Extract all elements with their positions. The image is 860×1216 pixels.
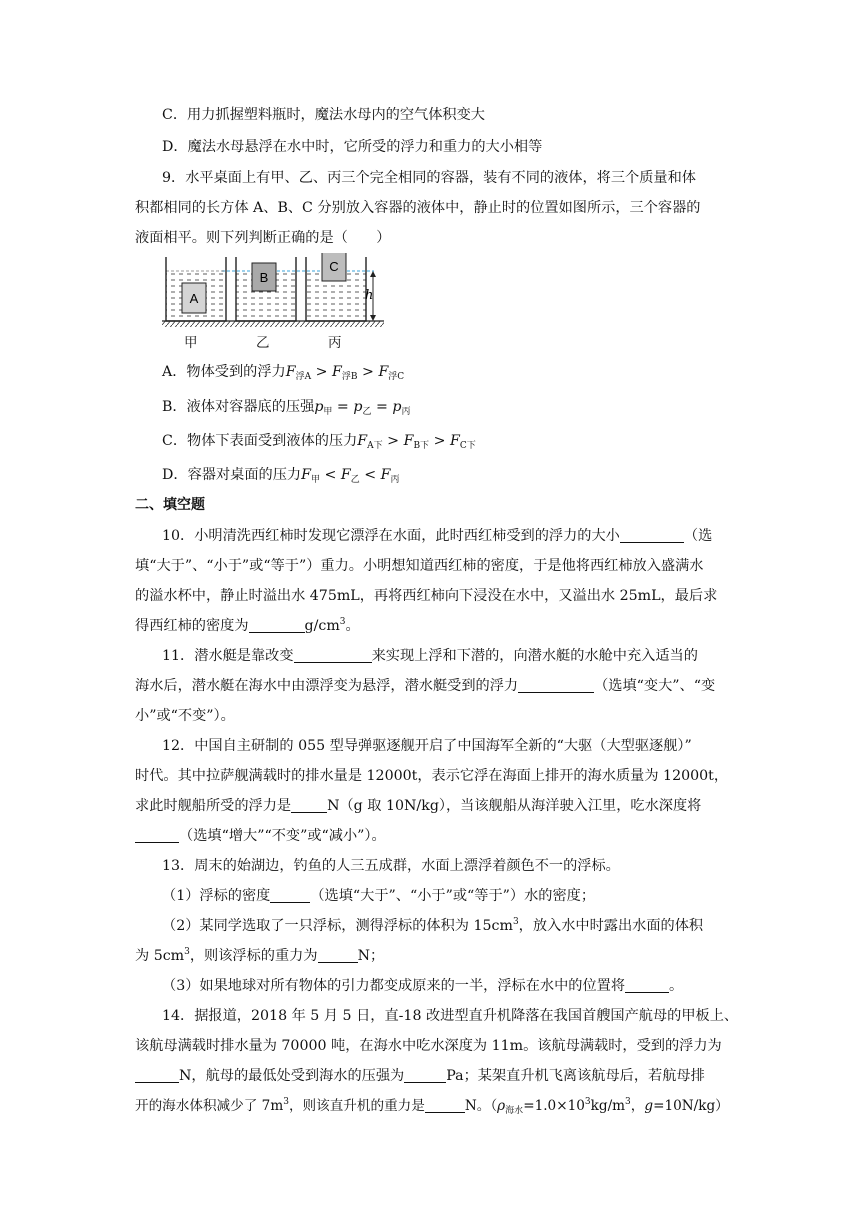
q12-line2: 时代。其中拉萨舰满载时的排水量是 12000t，表示它浮在海面上排开的海水质量为 12000t， <box>135 768 729 784</box>
container-label-bing: 丙 <box>328 335 342 351</box>
q14-line4: 开的海水体积减少了 $7m^3$，则该直升机的重力是 N。（$\rho_{海水}=1.0\times 10^3kg/m^3$，g=10N/kg） <box>135 1097 729 1116</box>
q8-option-d: D．魔法水母悬浮在水中时，它所受的浮力和重力的大小相等 <box>162 139 543 155</box>
q10-line4: 得西红柿的密度为 $g/cm^3$。 <box>135 617 360 634</box>
q11-blank-1[interactable] <box>294 647 372 663</box>
q14-line3: N，航母的最低处受到海水的压强为 Pa；某架直升机飞离该航母后，若航母排 <box>135 1066 705 1086</box>
container-label-yi: 乙 <box>256 335 270 351</box>
q9-option-c: C．物体下表面受到液体的压力$F_{A下} > F_{B下} > F_{C下}$ <box>162 433 476 451</box>
q11-blank-2[interactable] <box>518 677 594 693</box>
q14-line1: 14．据报道，2018 年 5 月 5 日，直-18 改进型直升机降落在我国首艘国产航母的甲板上、 <box>162 1008 739 1024</box>
q9-option-d: D．容器对桌面的压力$F_甲 < F_乙 < F_丙$ <box>162 467 400 485</box>
q13-part1: （1）浮标的密度 （选填“大于”、“小于”或“等于”）水的密度； <box>162 888 596 904</box>
q10-blank-2[interactable] <box>249 617 305 633</box>
q13-blank-2[interactable] <box>318 947 358 963</box>
q11-line1: 11．潜水艇是靠改变 来实现上浮和下潜的，向潜水艇的水舱中充入适当的 <box>162 648 698 664</box>
q12-blank-2[interactable] <box>135 827 179 843</box>
q13-part2-line2: 为 $5cm^3$，则该浮标的重力为 N； <box>135 947 385 964</box>
q13-blank-3[interactable] <box>625 977 669 993</box>
section-title-fill-in: 二、填空题 <box>135 497 205 513</box>
q14-blank-2[interactable] <box>404 1067 446 1083</box>
q10-line3: 的溢水杯中，静止时溢出水 475mL，再将西红柿向下浸没在水中，又溢出水 25mL，最后求 <box>135 588 718 604</box>
q9-stem-line2: 积都相同的长方体 A、B、C 分别放入容器的液体中，静止时的位置如图所示，三个容器的 <box>135 200 701 216</box>
block-c-label: C <box>329 259 339 274</box>
q13-blank-1[interactable] <box>270 887 310 903</box>
table-surface <box>162 321 384 327</box>
q8-option-c: C．用力抓握塑料瓶时，魔法水母内的空气体积变大 <box>162 107 485 123</box>
q10-line1: 10．小明清洗西红柿时发现它漂浮在水面，此时西红柿受到的浮力的大小 （选 <box>162 528 713 544</box>
q9-option-b: B．液体对容器底的压强$p_甲 = p_乙 = p_丙$ <box>162 399 411 417</box>
block-a-label: A <box>189 291 199 306</box>
q10-line2: 填“大于”、“小于”或“等于”）重力。小明想知道西红柿的密度，于是他将西红柿放入盛满水 <box>135 558 704 574</box>
q11-line2: 海水后，潜水艇在海水中由漂浮变为悬浮，潜水艇受到的浮力 （选填“变大”、“变 <box>135 678 716 694</box>
q14-blank-3[interactable] <box>425 1097 465 1113</box>
q12-line3: 求此时舰船所受的浮力是 N（g 取 10N/kg），当该舰船从海洋驶入江里，吃水深度将 <box>135 798 702 814</box>
q12-blank-1[interactable] <box>291 797 327 813</box>
q13-part2-line1: （2）某同学选取了一只浮标，测得浮标的体积为 $15cm^3$，放入水中时露出水面的体积 <box>162 917 704 934</box>
q13-part3: （3）如果地球对所有物体的引力都变成原来的一半，浮标在水中的位置将 。 <box>162 978 684 994</box>
containers-diagram <box>162 253 384 333</box>
height-label: h <box>365 288 374 303</box>
q11-line3: 小”或“不变”）。 <box>135 708 235 724</box>
q9-stem-line3: 液面相平。则下列判断正确的是（ ） <box>135 230 391 246</box>
q9-option-a: A．物体受到的浮力$F_{浮A} > F_{浮B} > F_{浮C}$ <box>162 364 405 382</box>
block-b-label: B <box>259 270 269 285</box>
q12-line4: （选填“增大”“不变”或“减小”）。 <box>135 826 386 846</box>
q12-line1: 12．中国自主研制的 055 型导弹驱逐舰开启了中国海军全新的“大驱（大型驱逐舰）” <box>162 738 692 754</box>
q14-line2: 该航母满载时排水量为 70000 吨，在海水中吃水深度为 11m。该航母满载时，受到的浮力为 <box>135 1038 722 1054</box>
q9-stem-line1: 9．水平桌面上有甲、乙、丙三个完全相同的容器，装有不同的液体，将三个质量和体 <box>162 170 696 186</box>
q14-blank-1[interactable] <box>135 1067 179 1083</box>
q9-figure <box>162 253 384 353</box>
q13-line1: 13．周末的始湖边，钓鱼的人三五成群，水面上漂浮着颜色不一的浮标。 <box>162 858 620 874</box>
q10-blank-1[interactable] <box>620 527 684 543</box>
container-label-jia: 甲 <box>184 335 198 351</box>
